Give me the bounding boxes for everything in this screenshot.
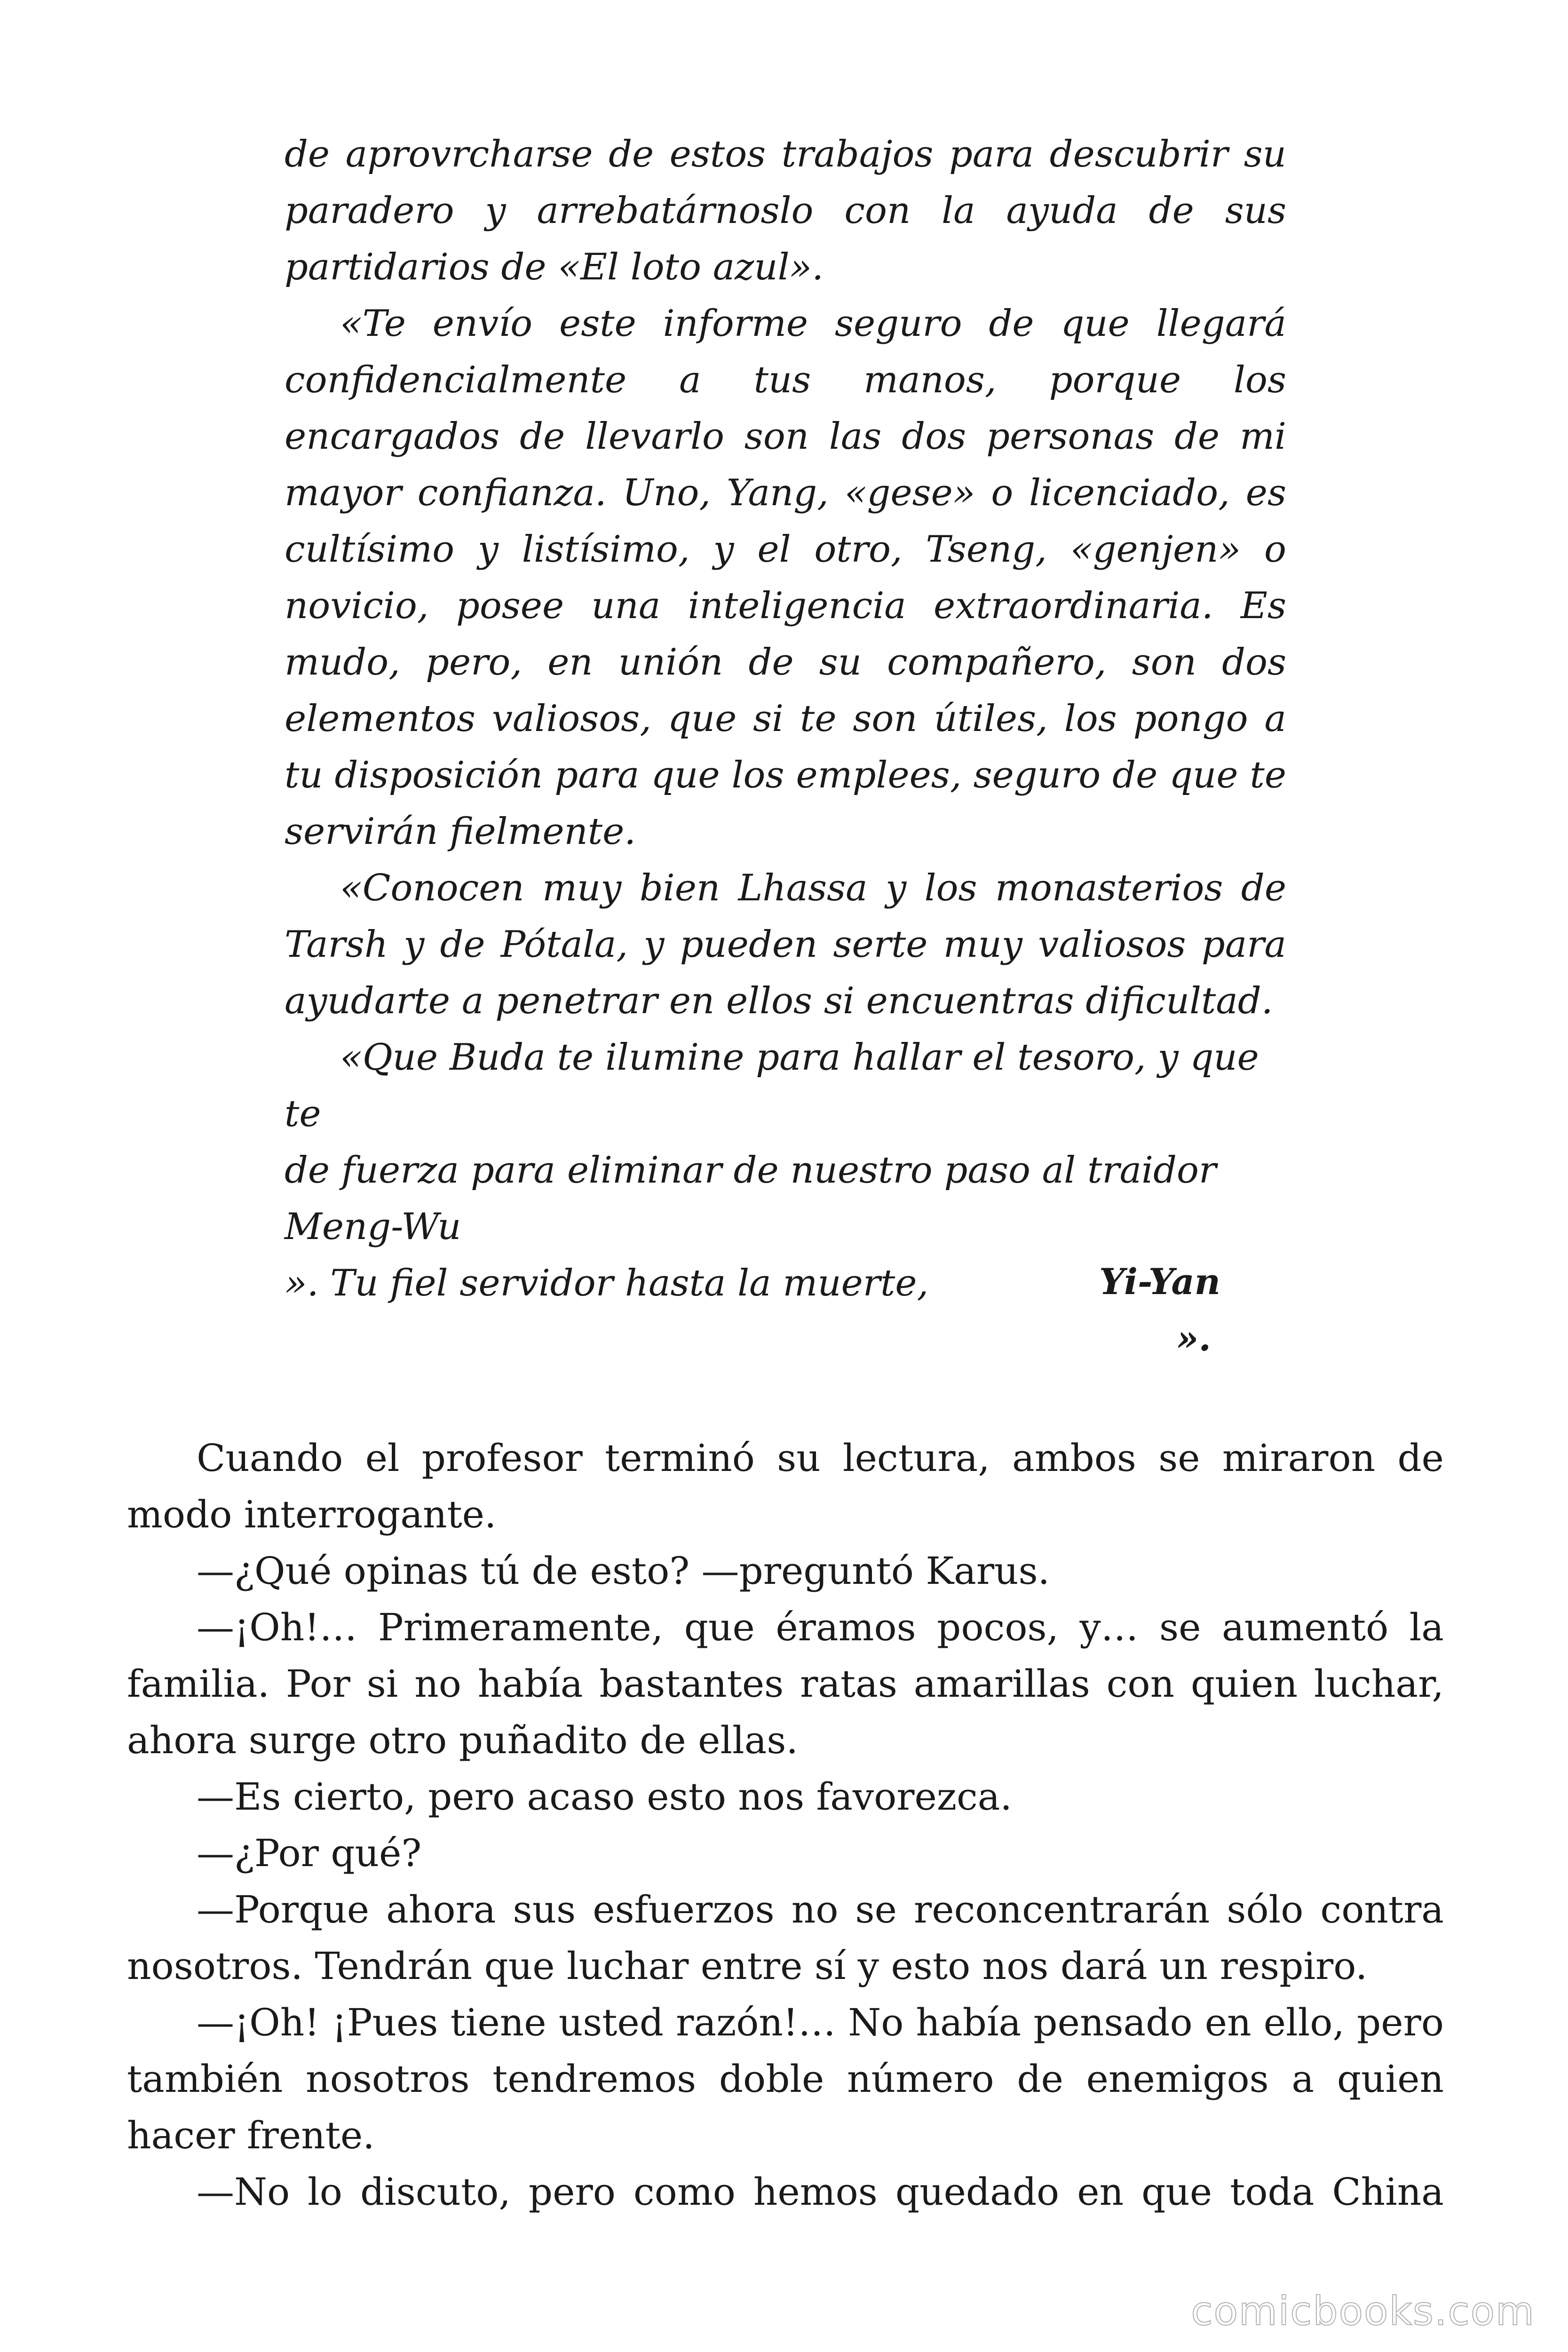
letter-line: de fuerza para eliminar de nuestro paso al traidor xyxy=(285,1149,1217,1192)
dialogue-line: —¡Oh!… Primeramente, que éramos pocos, y… se aumentó la familia. Por si no había bastantes ratas amarillas con quien luchar, ahora surge otro puñadito de ellas. xyxy=(127,1605,1444,1762)
watermark: comicbooks.com xyxy=(1191,2288,1535,2334)
letter-paragraph: «Te envío este informe seguro de que llegará confidencialmente a tus manos, porque los encargados de llevarlo son las dos personas de mi mayor confianza. Uno, Yang, «gese» o licenciado, es cultísimo y listísimo, y el otro, Tseng, «genjen» o novicio, posee una inteligencia extraordinaria. Es mudo, pero, en unión de su compañero, son dos elementos valiosos, que si te son útiles, los pongo a tu disposición para que los emplees, seguro de que te servirán fielmente. xyxy=(285,302,1286,853)
letter-paragraph: de aprovrcharse de estos trabajos para descubrir su paradero y arrebatárnoslo con la ayuda de sus partidarios de «El loto azul». xyxy=(285,133,1286,288)
dialogue-line: —No lo discuto, pero como hemos quedado en que toda China xyxy=(197,2170,1444,2214)
letter-excerpt xyxy=(285,126,1286,1311)
dialogue-line: —Es cierto, pero acaso esto nos favorezca. xyxy=(197,1775,1012,1819)
letter-signature xyxy=(285,1254,1220,1367)
letter-line: Meng-Wu xyxy=(285,1206,461,1248)
signature-closing-quote: ». xyxy=(1176,1317,1211,1359)
letter-paragraph: «Conocen muy bien Lhassa y los monasterios de Tarsh y de Pótala, y pueden serte muy valiosos para ayudarte a penetrar en ellos si encuentras dificultad. xyxy=(285,867,1286,1022)
dialogue-line: —¿Qué opinas tú de esto? —preguntó Karus. xyxy=(197,1549,1050,1593)
dialogue-line: —Porque ahora sus esfuerzos no se reconcentrarán sólo contra nosotros. Tendrán que luchar entre sí y esto nos dará un respiro. xyxy=(127,1888,1444,1988)
dialogue-line: —¡Oh! ¡Pues tiene usted razón!… No había pensado en ello, pero también nosotros tendremos doble número de enemigos a quien hacer frente. xyxy=(127,2001,1444,2157)
dialogue-line: —¿Por qué? xyxy=(197,1831,422,1875)
narrative-text xyxy=(127,1430,1444,2220)
narrative-paragraph: Cuando el profesor terminó su lectura, ambos se miraron de modo interrogante. xyxy=(127,1436,1444,1536)
letter-line: ». Tu fiel servidor hasta la muerte, xyxy=(285,1262,929,1304)
signature-name: Yi-Yan xyxy=(1099,1261,1220,1303)
letter-paragraph: «Que Buda te ilumine para hallar el tesoro, y que te xyxy=(285,1036,1259,1135)
